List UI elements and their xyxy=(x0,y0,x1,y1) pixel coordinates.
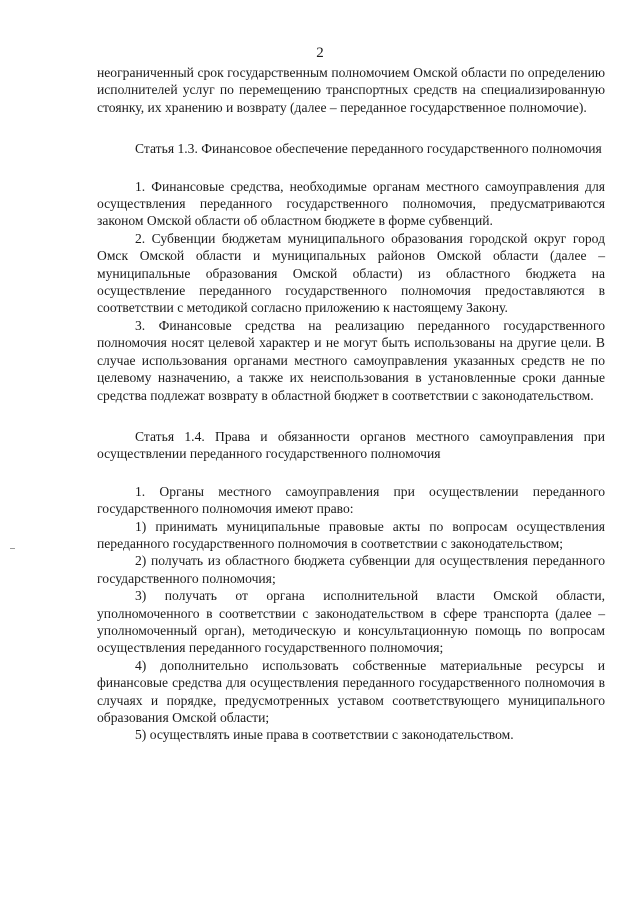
spacer xyxy=(97,463,605,483)
spacer xyxy=(97,404,605,428)
article-1-4-paragraph-1: 1. Органы местного самоуправления при осуществлении переданного государственного полномочия имеют право: xyxy=(97,483,605,517)
article-1-4-heading: Статья 1.4. Права и обязанности органов местного самоуправления при осуществлении переданного государственного полномочия xyxy=(97,428,605,462)
article-1-3-paragraph-1: 1. Финансовые средства, необходимые органам местного самоуправления для осуществления переданного государственного полномочия, предусматриваются законом Омской области об областном бюджете в форме субвенций. xyxy=(97,178,605,229)
article-1-4-item-4: 4) дополнительно использовать собственные материальные ресурсы и финансовые средства для осуществления переданного государственного полномочия в случаях и порядке, предусмотренных уставом соответствующего муниципального образования Омской области; xyxy=(97,657,605,725)
spacer xyxy=(97,116,605,140)
article-1-4-item-5: 5) осуществлять иные права в соответствии с законодательством. xyxy=(135,727,514,743)
document-body xyxy=(97,64,605,744)
page-number: 2 xyxy=(316,45,324,61)
scan-edge-mark xyxy=(10,548,15,549)
article-1-3-paragraph-3: 3. Финансовые средства на реализацию переданного государственного полномочия носят целевой характер и не могут быть использованы на другие цели. В случае использования органами местного самоуправления указанных средств не по целевому назначению, а также их неиспользования в установленные сроки данные средства подлежат возврату в областной бюджет в соответствии с законодательством. xyxy=(97,317,605,403)
article-1-4-item-2: 2) получать из областного бюджета субвенции для осуществления переданного государственного полномочия; xyxy=(97,553,605,586)
article-1-3-heading: Статья 1.3. Финансовое обеспечение переданного государственного полномочия xyxy=(135,141,602,157)
spacer xyxy=(97,158,605,178)
article-1-3-paragraph-2: 2. Субвенции бюджетам муниципального образования городской округ город Омск Омской области и муниципальных районов Омской области (далее – муниципальные образования Омской области) из областного бюджета на осуществление переданного государственного полномочия предоставляются в соответствии с методикой согласно приложению к настоящему Закону. xyxy=(97,230,605,316)
article-1-4-item-3: 3) получать от органа исполнительной власти Омской области, уполномоченного в соответствии с законодательством в сфере транспорта (далее – уполномоченный орган), методическую и консультационную помощь по вопросам осуществления переданного государственного полномочия; xyxy=(97,588,605,656)
intro-paragraph: неограниченный срок государственным полномочием Омской области по определению исполнителей услуг по перемещению транспортных средств на специализированную стоянку, их хранению и возврату (далее – переданное государственное полномочие). xyxy=(97,65,605,115)
article-1-4-item-1: 1) принимать муниципальные правовые акты по вопросам осуществления переданного государственного полномочия в соответствии с законодательством; xyxy=(97,518,605,551)
